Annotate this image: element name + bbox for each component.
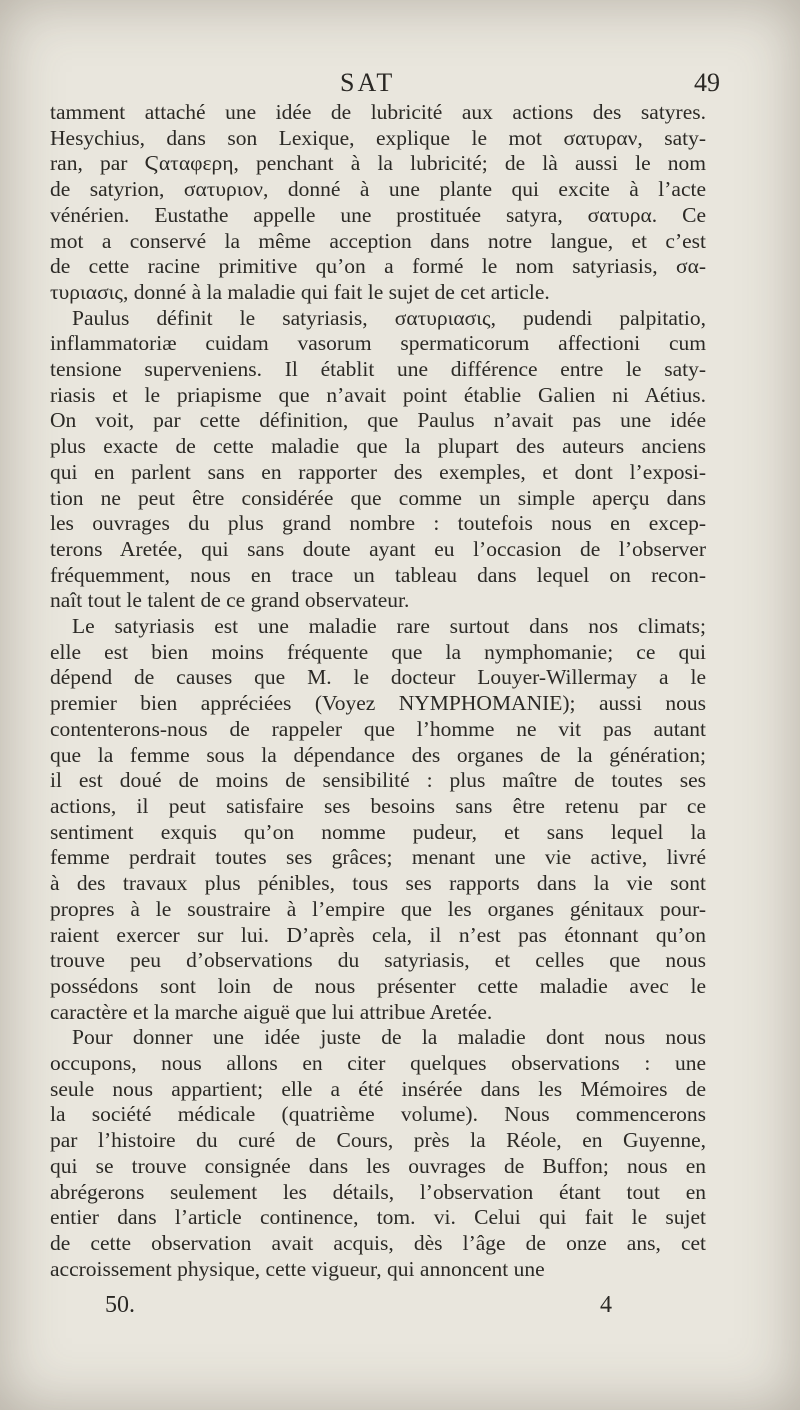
page-number: 49 <box>694 68 720 97</box>
text-line: seule nous appartient; elle a été insérée dans les Mémoires de <box>50 1076 706 1101</box>
text-line: Paulus définit le satyriasis, σατυριασις, pudendi palpitatio, <box>72 305 706 330</box>
text-line: par l’histoire du curé de Cours, près la Réole, en Guyenne, <box>50 1128 706 1153</box>
paragraph <box>50 306 706 614</box>
text-line: qui en parlent sans en rapporter des exemples, et dont l’exposi- <box>50 459 706 484</box>
text-line: plus exacte de cette maladie que la plupart des auteurs anciens <box>50 434 706 459</box>
text-line: naît tout le talent de ce grand observateur. <box>50 588 410 613</box>
text-line: dépend de causes que M. le docteur Louyer-Willermay a le <box>50 665 706 690</box>
text-line: tamment attaché une idée de lubricité aux actions des satyres. <box>50 100 706 124</box>
text-line: mot a conservé la même acception dans notre langue, et c’est <box>50 228 706 253</box>
sheet-number: 4 <box>600 1292 612 1318</box>
text-line: tensione superveniens. Il établit une différence entre le saty- <box>50 357 706 382</box>
text-line: propres à le soustraire à l’empire que les organes génitaux pour- <box>50 896 706 921</box>
text-line: il est doué de moins de sensibilité : plus maître de toutes ses <box>50 768 706 793</box>
text-line: vénérien. Eustathe appelle une prostituée satyra, σατυρα. Ce <box>50 202 706 227</box>
paragraph <box>50 1025 706 1282</box>
text-line: Le satyriasis est une maladie rare surtout dans nos climats; <box>72 614 706 639</box>
running-head: SAT <box>340 68 396 97</box>
text-line: premier bien appréciées (Voyez NYMPHOMANIE); aussi nous <box>50 691 706 716</box>
text-line: sentiment exquis qu’on nomme pudeur, et sans lequel la <box>50 819 706 844</box>
text-line: Pour donner une idée juste de la maladie dont nous nous <box>72 1025 706 1050</box>
text-line: On voit, par cette définition, que Paulus n’avait pas une idée <box>50 408 706 433</box>
text-line: occupons, nous allons en citer quelques observations : une <box>50 1051 706 1076</box>
paragraph <box>50 614 706 1025</box>
signature-mark: 50. <box>105 1292 135 1318</box>
text-line: τυριασις, donné à la maladie qui fait le sujet de cet article. <box>50 279 550 304</box>
text-line: inflammatoriæ cuidam vasorum spermaticorum affectioni cum <box>50 331 706 356</box>
text-line: caractère et la marche aiguë que lui attribue Aretée. <box>50 999 493 1024</box>
text-line: que la femme sous la dépendance des organes de la génération; <box>50 742 706 767</box>
text-line: de satyrion, σατυριον, donné à une plante qui excite à l’acte <box>50 177 706 202</box>
text-line: raient exercer sur lui. D’après cela, il n’est pas étonnant qu’on <box>50 922 706 947</box>
text-line: fréquemment, nous en trace un tableau dans lequel on recon- <box>50 562 706 587</box>
text-line: les ouvrages du plus grand nombre : toutefois nous en excep- <box>50 511 706 536</box>
text-line: femme perdrait toutes ses grâces; menant une vie active, livré <box>50 845 706 870</box>
text-line: possédons sont loin de nous présenter cette maladie avec le <box>50 973 706 998</box>
text-line: de cette observation avait acquis, dès l’âge de onze ans, cet <box>50 1230 706 1255</box>
text-line: riasis et le priapisme que n’avait point établie Galien ni Aétius. <box>50 382 706 407</box>
text-line: trouve peu d’observations du satyriasis, et celles que nous <box>50 948 706 973</box>
text-line: terons Aretée, qui sans doute ayant eu l’occasion de l’observer <box>50 536 706 561</box>
text-line: Hesychius, dans son Lexique, explique le mot σατυραν, saty- <box>50 125 706 150</box>
text-line: qui se trouve consignée dans les ouvrages de Buffon; nous en <box>50 1153 706 1178</box>
body-text <box>50 100 706 1282</box>
text-line: accroissement physique, cette vigueur, qui annoncent une <box>50 1256 545 1281</box>
paragraph <box>50 100 706 306</box>
text-line: contenterons-nous de rappeler que l’homme ne vit pas autant <box>50 716 706 741</box>
text-line: ran, par Ϛαταφερη, penchant à la lubricité; de là aussi le nom <box>50 151 706 176</box>
text-line: à des travaux plus pénibles, tous ses rapports dans la vie sont <box>50 871 706 896</box>
text-line: tion ne peut être considérée que comme un simple aperçu dans <box>50 485 706 510</box>
text-line: elle est bien moins fréquente que la nymphomanie; ce qui <box>50 639 706 664</box>
text-line: la société médicale (quatrième volume). Nous commencerons <box>50 1102 706 1127</box>
text-line: entier dans l’article continence, tom. vi. Celui qui fait le sujet <box>50 1205 706 1230</box>
text-line: abrégerons seulement les détails, l’observation étant tout en <box>50 1179 706 1204</box>
text-line: de cette racine primitive qu’on a formé le nom satyriasis, σα- <box>50 254 706 279</box>
text-line: actions, il peut satisfaire ses besoins sans être retenu par ce <box>50 793 706 818</box>
